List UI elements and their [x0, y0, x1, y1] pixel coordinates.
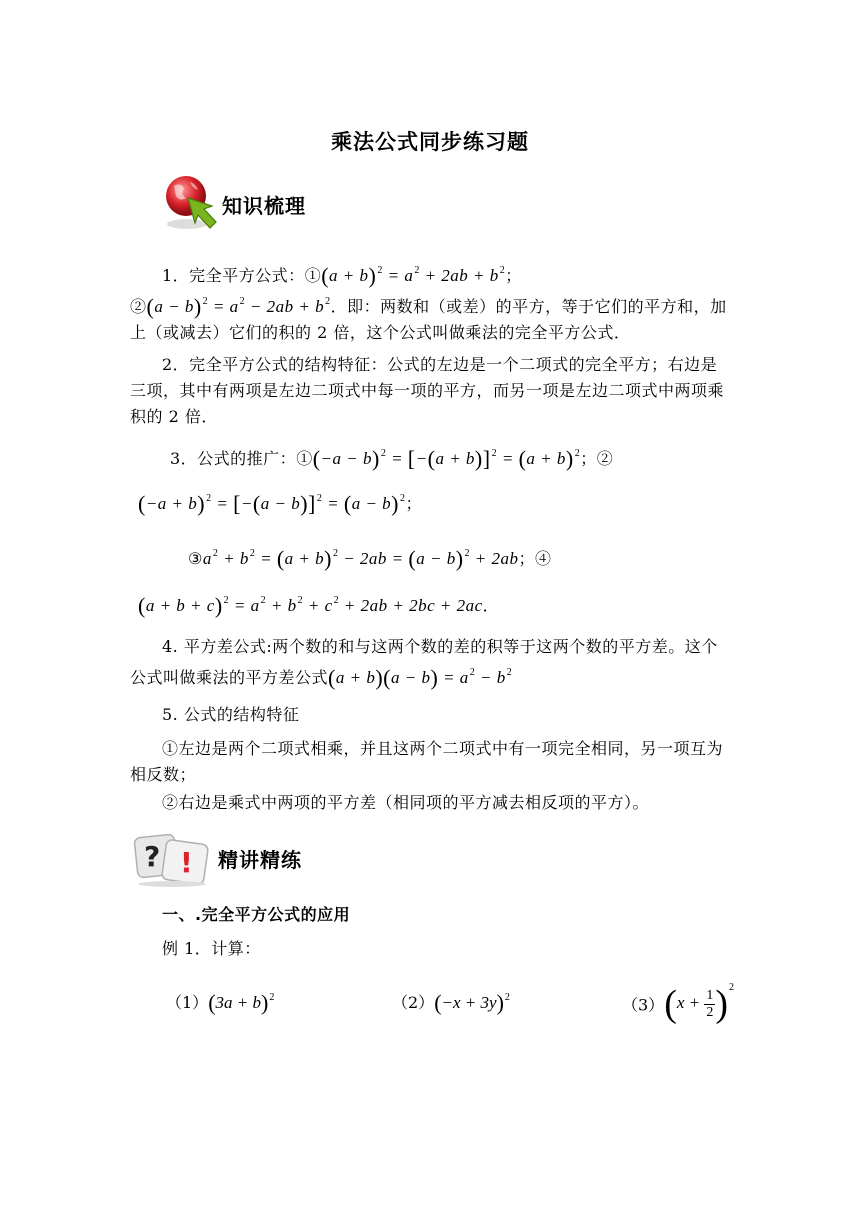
section-heading-knowledge: 知识梳理	[222, 194, 306, 218]
paragraph-5: 5. 公式的结构特征	[162, 705, 300, 724]
paragraph-6: ①左边是两个二项式相乘，并且这两个二项式中有一项完全相同，另一项互为相反数；	[130, 739, 724, 784]
paragraph-3-line-3: $③a^2 + b^2 = (a + b)^2 - 2ab = (a - b)^2 + 2ab$；④	[188, 546, 552, 571]
problem-1: $(1)(3a + b)^2$	[166, 990, 275, 1015]
heading-perfect-square-application: 一、.完全平方公式的应用	[162, 905, 351, 924]
section-heading-practice: 精讲精练	[218, 848, 302, 872]
paragraph-4: 4. 平方差公式:两个数的和与这两个数的差的积等于这两个数的平方差。这个公式叫做乘法的平方差公式$(a + b)(a - b) = a^2 - b^2$	[130, 637, 718, 690]
formula-square-sum: ①(a + $b)^2 = a^2 + 2ab + b^2$	[304, 263, 506, 288]
paragraph-3-line-4: $(a + b + c)^2 = a^2 + b^2 + c^2 + 2ab + 2bc + 2ac$．	[138, 593, 500, 618]
paragraph-1: 1．完全平方公式：①(a + $b)^2 = a^2 + 2ab + b^2$；②(a − $b)^2 = a^2 - 2ab + b^2$．即：两数和（或差）的平方，等于它们的平方和，加上（或减去）它们的积的 2 倍，这个公式叫做乘法的完全平方公式．	[130, 263, 727, 342]
globe-arrow-icon	[160, 172, 220, 236]
svg-text:!: !	[180, 846, 193, 879]
paragraph-7: ②右边是乘式中两项的平方差（相同项的平方减去相反项的平方）。	[162, 793, 650, 812]
page-title: 乘法公式同步练习题	[331, 129, 529, 154]
svg-text:?: ?	[144, 840, 161, 873]
paragraph-3-line-2: $(-a + b)^2 = [-(a - b)]^2 = (a - b)^2$；	[138, 491, 423, 516]
question-exclamation-icon	[130, 826, 216, 888]
problem-2: $(2)(-x + 3y)^2$	[392, 990, 510, 1015]
example-1-label: 例 1．计算：	[162, 939, 261, 958]
paragraph-3-line-1: 3．公式的推广：①(−a − $b)^2 = [-(a + b)]^2 = (a + b)^2$；②	[170, 446, 614, 471]
paragraph-2: 2．完全平方公式的结构特征：公式的左边是一个二项式的完全平方；右边是三项，其中有两项是左边二项式中每一项的平方，而另一项是左边二项式中两项乘积的 2 倍．	[130, 355, 725, 426]
formula-square-difference: ②(a − $b)^2 = a^2 - 2ab + b^2$	[130, 294, 331, 319]
problem-3: （3）(x + $\frac{1}{2}$ )$^2$	[622, 982, 735, 1026]
formula-difference-of-squares: $(a + b)(a - b) = a^2 - b^2$	[328, 665, 513, 690]
